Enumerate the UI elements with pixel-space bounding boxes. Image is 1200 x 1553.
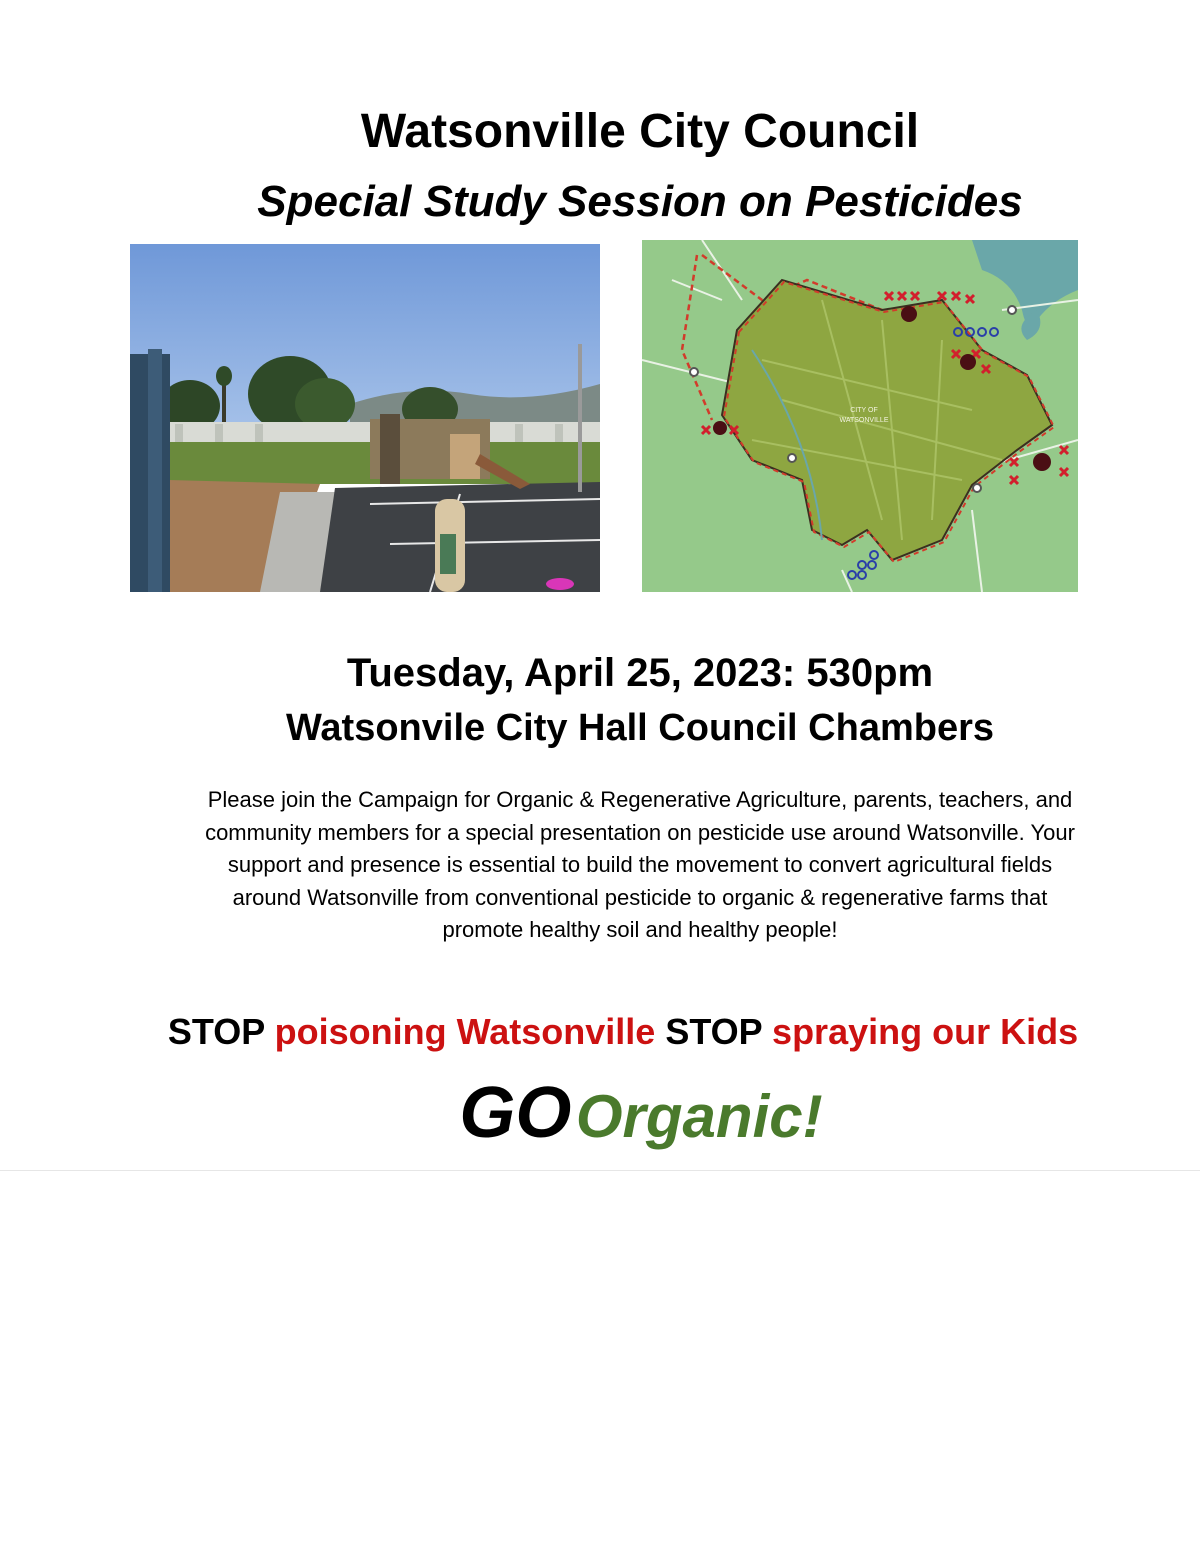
page-title: Watsonville City Council xyxy=(360,105,920,158)
paragraph-line: around Watsonville from conventional pesticide to organic & regenerative farms that xyxy=(232,884,1048,910)
invitation-paragraph xyxy=(140,784,1140,947)
slogan-line xyxy=(0,1010,1200,1054)
go-word: GO xyxy=(459,1073,572,1153)
paragraph-line: community members for a special presentation on pesticide use around Watsonville. Your xyxy=(205,819,1075,845)
go-organic-line xyxy=(0,1068,1200,1178)
paragraph-line: support and presence is essential to build the movement to convert agricultural fields xyxy=(227,852,1053,877)
city-label-1: CITY OF xyxy=(850,407,878,414)
slogan-spraying: spraying our Kids xyxy=(772,1011,1079,1052)
event-date-time: Tuesday, April 25, 2023: 530pm xyxy=(346,651,934,695)
playground-photo xyxy=(130,244,600,592)
watsonville-map xyxy=(642,240,1078,592)
paragraph-line: Please join the Campaign for Organic & Regenerative Agriculture, parents, teachers, and xyxy=(207,787,1073,812)
paragraph-line: promote healthy soil and healthy people! xyxy=(442,917,838,942)
organic-word: Organic! xyxy=(575,1083,823,1150)
event-venue: Watsonvile City Hall Council Chambers xyxy=(285,707,995,749)
slogan-stop-2: STOP xyxy=(665,1011,763,1052)
slogan-stop-1: STOP xyxy=(167,1011,265,1052)
slogan-poisoning: poisoning Watsonville xyxy=(274,1011,656,1052)
city-label-2: WATSONVILLE xyxy=(839,417,889,424)
page-divider xyxy=(0,1170,1200,1171)
page-subtitle: Special Study Session on Pesticides xyxy=(257,177,1023,226)
